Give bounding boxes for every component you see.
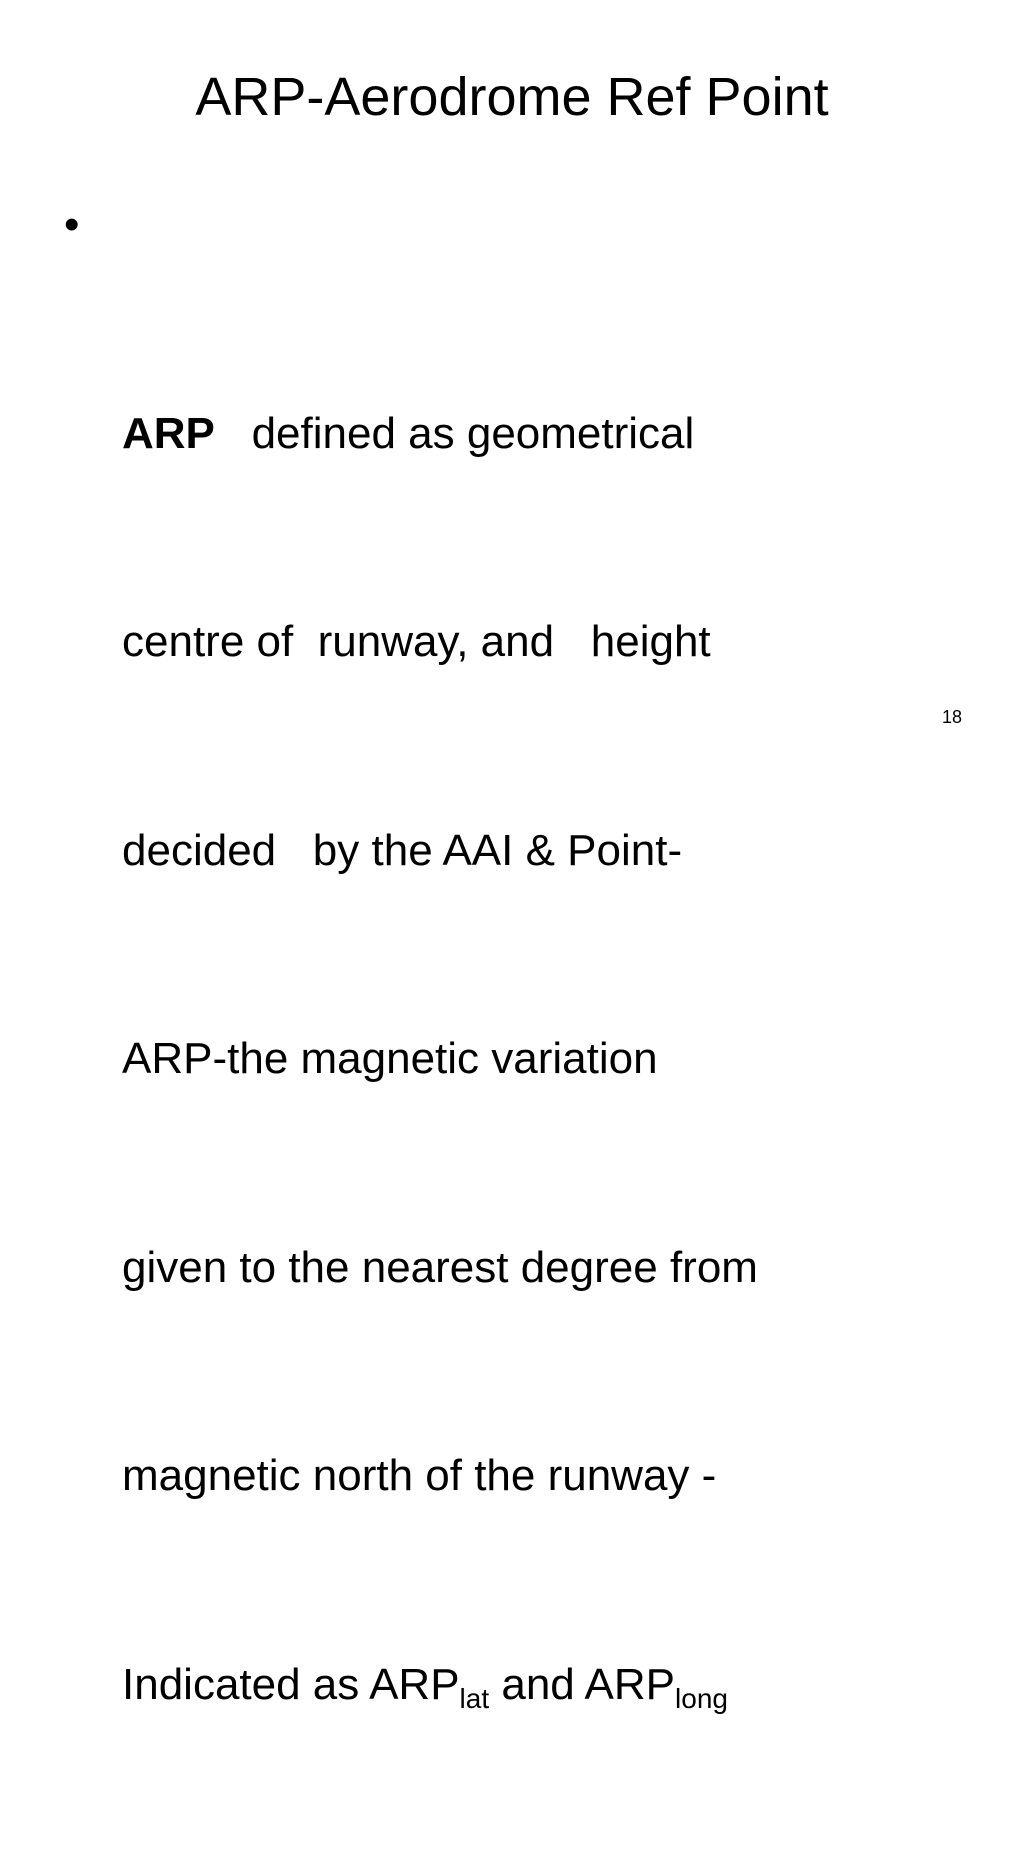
bullet-marker: •	[64, 200, 80, 249]
line7-middle: and ARP	[489, 1659, 676, 1709]
bullet-list	[60, 190, 960, 1858]
slide-number: 18	[941, 707, 962, 727]
bullet-line-2: centre of runway, and height	[122, 617, 711, 666]
bullet-item-arp-definition	[60, 190, 960, 1858]
bullet-line-5: given to the nearest degree from	[122, 1242, 758, 1292]
subscript-lat: lat	[459, 1682, 490, 1714]
line7-prefix: Indicated as ARP	[122, 1659, 460, 1709]
bullet-line-1	[122, 399, 960, 469]
bullet-line-7	[122, 1650, 960, 1720]
slide-title: ARP-Aerodrome Ref Point	[195, 67, 829, 127]
subscript-long: long	[675, 1682, 728, 1714]
line1-rest: defined as geometrical	[214, 408, 695, 458]
bullet-line-6: magnetic north of the runway -	[122, 1451, 717, 1500]
term-arp: ARP	[122, 408, 215, 458]
bullet-line-4: ARP-the magnetic variation	[122, 1034, 658, 1083]
bullet-line-3: decided by the AAI & Point-	[122, 825, 683, 875]
